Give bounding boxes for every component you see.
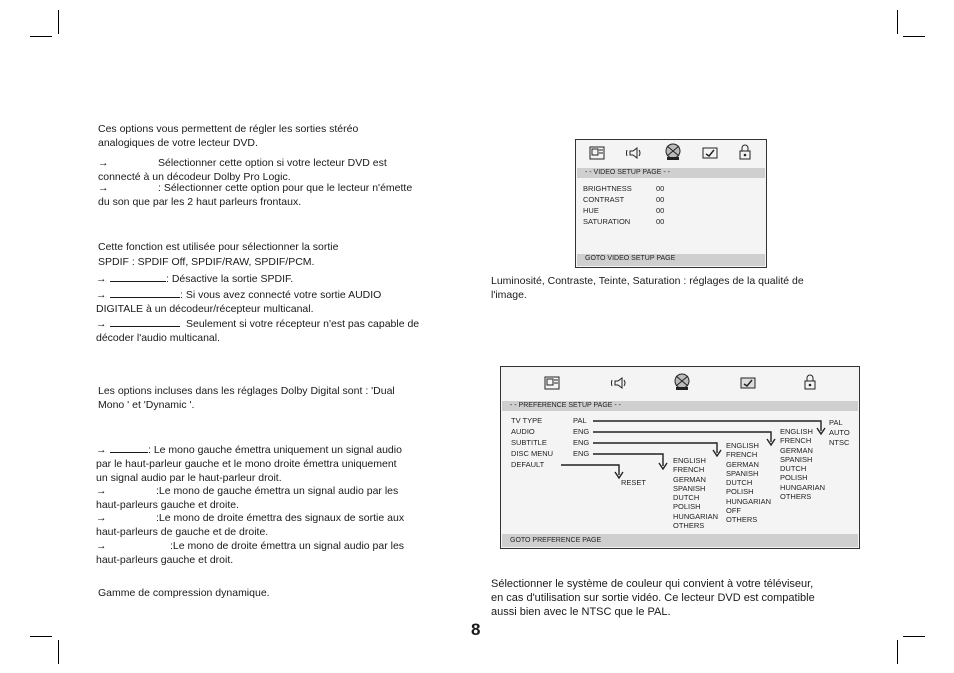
crop-mark — [897, 10, 898, 34]
lock-icon — [736, 143, 754, 161]
crop-mark — [903, 636, 925, 637]
audio-setup-icon — [626, 144, 644, 162]
option-stereo: → : Sélectionner cette option pour que le lecteur n'émette du son que par les 2 haut parleurs frontaux. — [98, 182, 413, 208]
dual-mono-stereo: → : Le mono gauche émettra uniquement un signal audio par le haut-parleur gauche et le mono droite émettra uniquement un signal audio par le haut-parleur droit. — [96, 444, 402, 484]
pref-row-subtitle: SUBTITLE — [511, 438, 547, 447]
option-pro-logic: → Sélectionner cette option si votre lecteur DVD est connecté à un décodeur Dolby Pro Logic. — [98, 157, 387, 183]
pref-row-tv-type: TV TYPE — [511, 416, 543, 425]
crop-mark — [897, 640, 898, 664]
spdif-pcm-option: → Seulement si votre récepteur n'est pas capable de décoder l'audio multicanal. — [96, 318, 420, 344]
crop-mark — [30, 636, 52, 637]
pref-row-audio: AUDIO — [511, 427, 535, 436]
intro-text: Ces options vous permettent de régler les sorties stéréo analogiques de votre lecteur DVD. — [98, 123, 359, 149]
dolby-intro: Les options incluses dans les réglages Dolby Digital sont : 'Dual Mono ' et 'Dynamic '. — [98, 385, 395, 411]
tv-type-options: PAL AUTO NTSC — [829, 418, 850, 447]
arrow-icon: → — [96, 289, 107, 301]
preference-caption: Sélectionner le système de couleur qui convient à votre téléviseur, en cas d'utilisation sur sortie vidéo. Ce lecteur DVD est compatible aussi bien avec le NTSC que le PAL. — [491, 578, 815, 618]
video-row: SATURATION — [583, 217, 631, 226]
dual-mono-mix: → :Le mono de droite émettra un signal audio par les haut-parleurs gauche et droit. — [96, 540, 405, 566]
spdif-intro: Cette fonction est utilisée pour sélectionner la sortie SPDIF : SPDIF Off, SPDIF/RAW, SPDIF/PCM. — [98, 241, 339, 268]
preference-header: - - PREFERENCE SETUP PAGE - - — [502, 401, 858, 411]
disc-menu-options: ENGLISH FRENCH GERMAN SPANISH DUTCH POLISH HUNGARIAN OTHERS — [673, 456, 719, 531]
video-row: HUE — [583, 206, 599, 215]
dual-mono-left: → :Le mono de gauche émettra un signal audio par les haut-parleurs gauche et droite. — [96, 485, 399, 511]
crop-mark — [30, 36, 52, 37]
video-caption: Luminosité, Contraste, Teinte, Saturation : réglages de la qualité de l'image. — [491, 275, 804, 301]
video-value: 00 — [656, 217, 665, 226]
arrow-icon: → — [96, 444, 107, 456]
preference-footer: GOTO PREFERENCE PAGE — [502, 534, 858, 547]
subtitle-options: ENGLISH FRENCH GERMAN SPANISH DUTCH POLISH HUNGARIAN OFF OTHERS — [726, 441, 772, 525]
audio-options: ENGLISH FRENCH GERMAN SPANISH DUTCH POLISH HUNGARIAN OTHERS — [780, 427, 826, 502]
pref-row-disc-menu: DISC MENU — [511, 449, 554, 458]
pref-value-disc-menu: ENG — [573, 449, 590, 458]
video-value: 00 — [656, 195, 665, 204]
arrow-icon: → — [96, 512, 107, 524]
icon-bar — [576, 140, 766, 166]
pref-value-audio: ENG — [573, 427, 590, 436]
arrow-icon: → — [96, 485, 107, 497]
preference-setup-icon — [701, 144, 719, 162]
dynamic-text: Gamme de compression dynamique. — [98, 587, 270, 599]
pref-value-subtitle: ENG — [573, 438, 590, 447]
crop-mark — [903, 36, 925, 37]
video-setup-screen — [575, 139, 767, 268]
pref-value-tv-type: PAL — [573, 416, 587, 425]
crop-mark — [58, 640, 59, 664]
pref-row-default: DEFAULT — [511, 460, 545, 469]
video-value: 00 — [656, 184, 665, 193]
video-setup-header: - - VIDEO SETUP PAGE - - — [577, 168, 765, 178]
arrow-icon: → — [98, 157, 109, 169]
preference-setup-screen — [500, 366, 860, 549]
spdif-raw-option: → : Si vous avez connecté votre sortie AUDIO DIGITALE à un décodeur/récepteur multicanal. — [96, 289, 382, 315]
video-row: CONTRAST — [583, 195, 625, 204]
video-value: 00 — [656, 206, 665, 215]
arrow-icon: → — [98, 182, 109, 194]
video-setup-footer: GOTO VIDEO SETUP PAGE — [577, 254, 765, 266]
page-number: 8 — [471, 620, 481, 639]
spdif-off-option: → : Désactive la sortie SPDIF. — [96, 273, 294, 285]
reset-label: RESET — [621, 478, 647, 487]
general-setup-icon — [588, 144, 606, 162]
video-row: BRIGHTNESS — [583, 184, 632, 193]
arrow-icon: → — [96, 540, 107, 552]
crop-mark — [58, 10, 59, 34]
dual-mono-right: → :Le mono de droite émettra des signaux de sortie aux haut-parleurs de gauche et de droite. — [96, 512, 405, 538]
video-setup-icon — [664, 143, 682, 161]
arrow-icon: → — [96, 273, 107, 285]
arrow-icon: → — [96, 318, 107, 330]
